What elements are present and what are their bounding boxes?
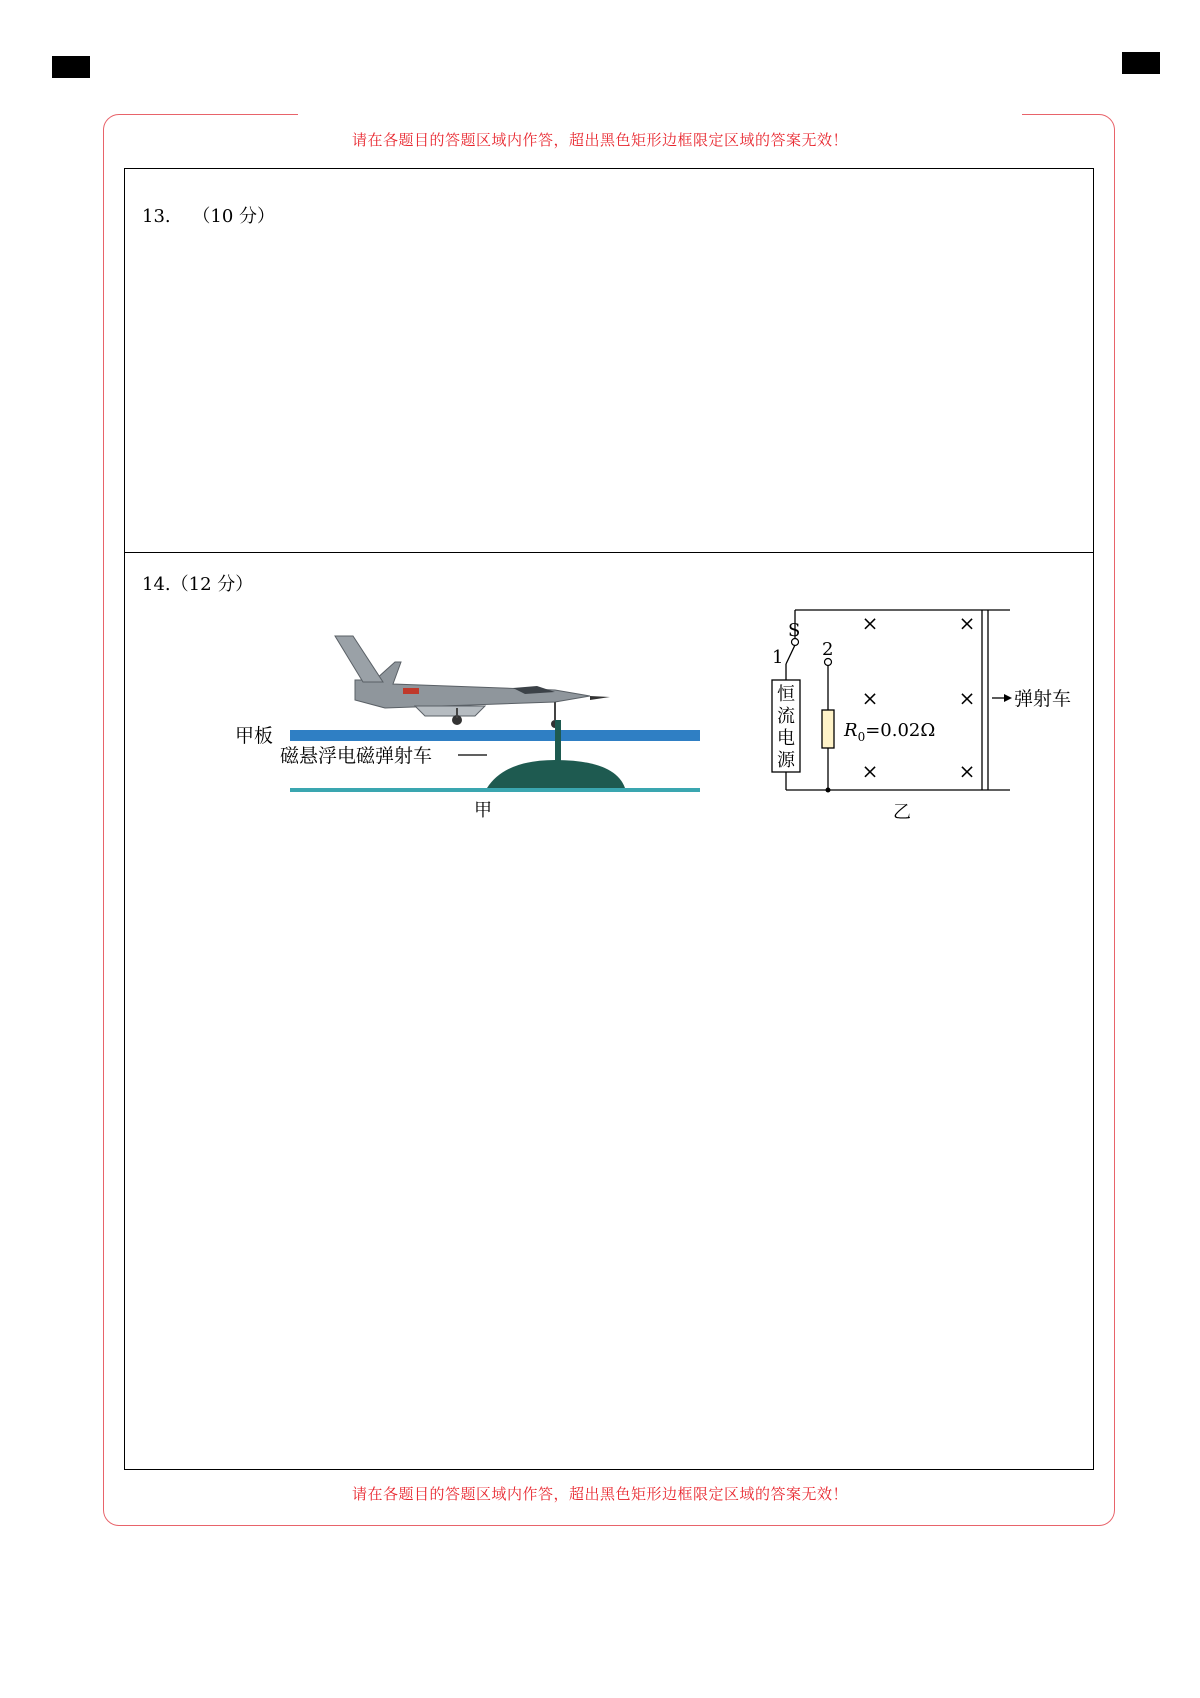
field-cross: × — [958, 611, 976, 635]
frame-gap — [298, 110, 1022, 120]
figure-jia-caption: 甲 — [474, 800, 492, 820]
figure-jia — [225, 620, 705, 820]
fighter-jet-illustration — [335, 636, 610, 728]
deck-label: 甲板 — [235, 725, 274, 747]
header-notice: 请在各题目的答题区域内作答，超出黑色矩形边框限定区域的答案无效！ — [351, 131, 848, 149]
switch-blade — [786, 645, 795, 664]
deck-bar — [290, 730, 700, 741]
source-char-4: 源 — [777, 750, 795, 771]
resistor-symbol: R — [844, 720, 858, 741]
question-divider — [124, 552, 1094, 553]
resistor-label — [843, 720, 935, 744]
resistor-value: =0.02Ω — [865, 720, 936, 741]
resistor-subscript: 0 — [857, 730, 866, 744]
figure-yi — [760, 600, 1080, 825]
resistor-r0 — [822, 710, 834, 748]
footer-notice: 请在各题目的答题区域内作答，超出黑色矩形边框限定区域的答案无效！ — [351, 1485, 848, 1503]
question-13-label — [142, 202, 275, 228]
corner-marker-left — [52, 56, 90, 78]
car-arrowhead — [1004, 694, 1012, 702]
question-number: 13. — [142, 206, 171, 227]
lower-rail — [290, 788, 700, 792]
catapult-car-label: 弹射车 — [1014, 688, 1072, 710]
source-char-3: 电 — [777, 728, 795, 749]
question-points: （12 分） — [170, 574, 254, 595]
field-cross: × — [958, 759, 976, 783]
catapult-car-label: 磁悬浮电磁弹射车 — [280, 745, 433, 767]
question-number: 14. — [142, 574, 171, 595]
switch-label: S — [788, 620, 801, 641]
field-cross: × — [861, 611, 879, 635]
catapult-car-shape — [487, 760, 625, 788]
figure-yi-caption: 乙 — [893, 802, 911, 823]
source-char-2: 流 — [777, 706, 795, 727]
field-cross: × — [861, 759, 879, 783]
question-points: （10 分） — [192, 206, 276, 227]
corner-marker-right — [1122, 52, 1160, 74]
source-char-1: 恒 — [777, 684, 795, 705]
terminal-2-label: 2 — [822, 639, 834, 660]
question-14-label — [142, 570, 253, 596]
field-cross: × — [958, 686, 976, 710]
field-cross: × — [861, 686, 879, 710]
terminal-1-label: 1 — [772, 647, 784, 668]
